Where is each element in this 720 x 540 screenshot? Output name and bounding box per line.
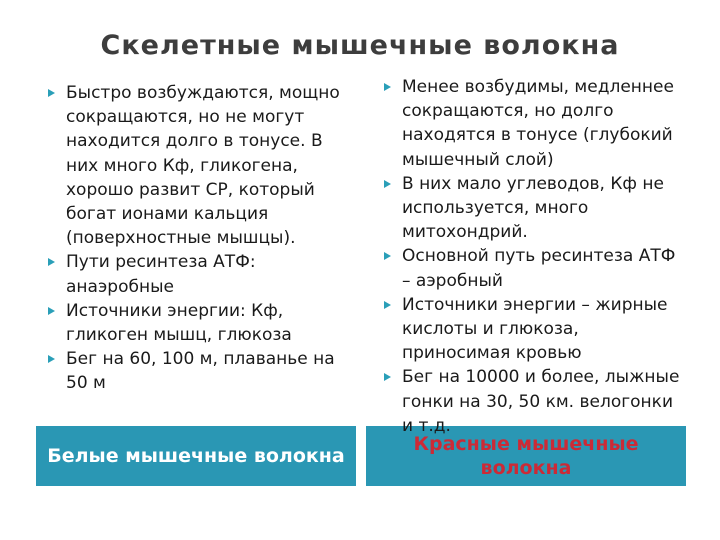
list-item-text: Быстро возбуждаются, мощно сокращаются, но не могут находится долго в тонусе. В них много Кф, гликогена, хорошо развит СР, который богат ионами кальция (поверхностные мышцы).	[66, 83, 340, 249]
bullet-arrow-icon	[384, 180, 391, 188]
list-item-text: Источники энергии: Кф, гликоген мышц, глюкоза	[66, 300, 292, 346]
white-fibers-banner: Белые мышечные волокна	[36, 426, 356, 486]
list-item-text: Бег на 10000 и более, лыжные гонки на 30, 50 км. велогонки и т.д.	[402, 367, 680, 436]
list-item	[48, 81, 348, 250]
list-item-text: В них мало углеводов, Кф не используется, много митохондрий.	[402, 173, 664, 243]
list-item	[48, 299, 348, 347]
list-item-text: Менее возбудимы, медленнее сокращаются, но долго находятся в тонусе (глубокий мышечный слой)	[402, 77, 674, 170]
bullet-arrow-icon	[384, 373, 391, 381]
list-item-text: Пути ресинтеза АТФ: анаэробные	[66, 252, 256, 297]
bullet-arrow-icon	[384, 83, 391, 91]
white-fibers-list	[48, 81, 348, 396]
bullet-arrow-icon	[48, 307, 55, 315]
bullet-arrow-icon	[384, 252, 391, 260]
slide-title: Скелетные мышечные волокна	[100, 30, 620, 61]
list-item	[384, 293, 686, 366]
red-fibers-list	[384, 75, 686, 438]
list-item	[384, 244, 686, 292]
list-item	[384, 365, 686, 438]
list-item-text: Основной путь ресинтеза АТФ – аэробный	[402, 246, 676, 291]
bullet-arrow-icon	[48, 258, 55, 266]
bullet-arrow-icon	[384, 301, 391, 309]
red-fibers-banner: Красные мышечные волокна	[366, 426, 686, 486]
list-item-text: Бег на 60, 100 м, плаванье на 50 м	[66, 349, 335, 394]
list-item	[48, 347, 348, 395]
list-item-text: Источники энергии – жирные кислоты и глюкоза, приносимая кровью	[402, 294, 668, 364]
bullet-arrow-icon	[48, 355, 55, 363]
list-item	[48, 250, 348, 298]
list-item	[384, 172, 686, 245]
bullet-arrow-icon	[48, 89, 55, 97]
list-item	[384, 75, 686, 172]
